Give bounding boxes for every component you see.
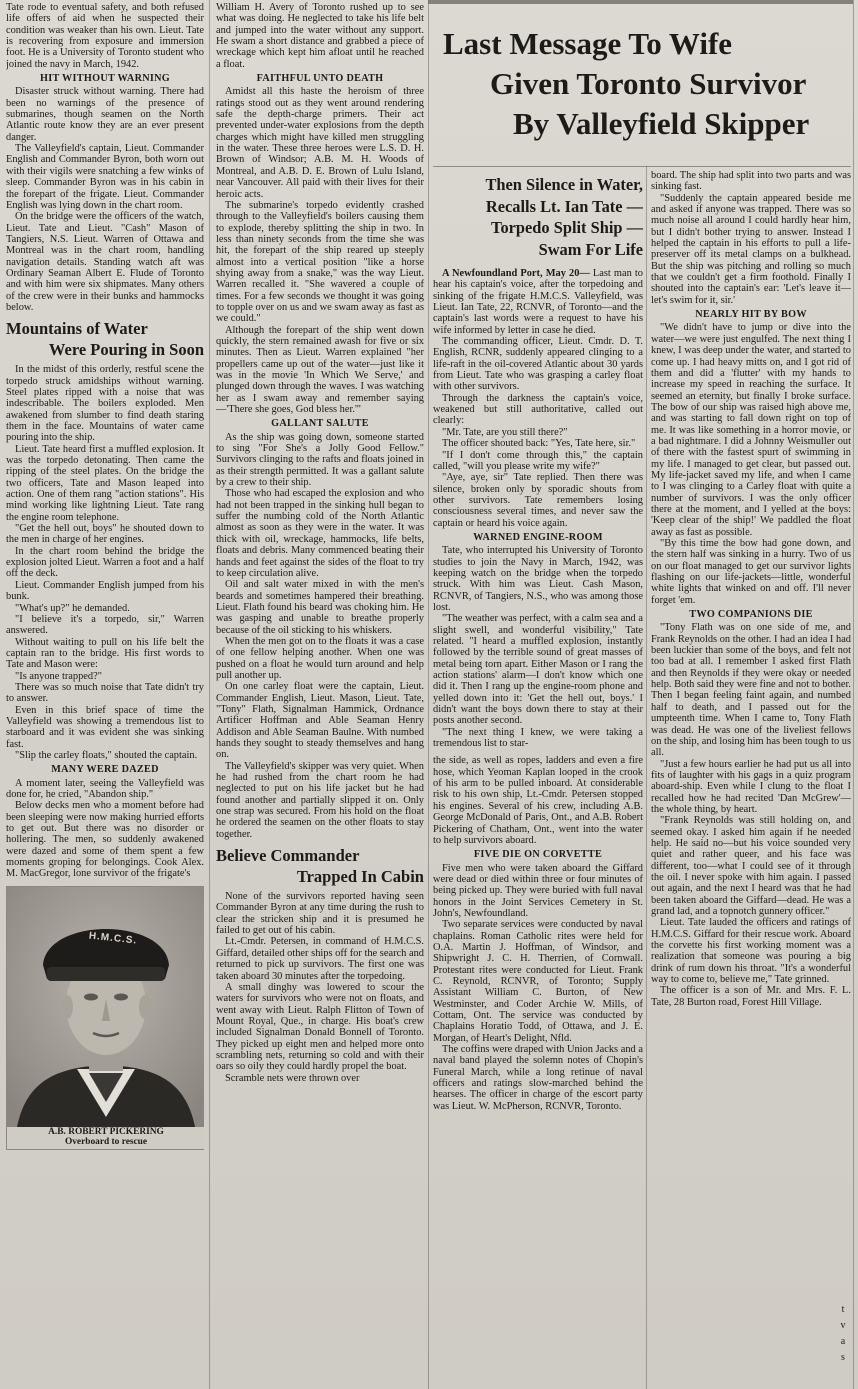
paragraph: Lieut. Tate heard first a muffled explosion. It was the torpedo detonating. Then came the ripping of the steel plates. On the bridge the two officers, Tate and Mason leaped into action. One of them rang "action stations". His mind working like lightning Lieut. Tate rang the engine room telephone. [6,443,204,523]
lead-text: Last man to hear his captain's voice, after the torpedoing and sinking of the frigate H.M.C.S. Valleyfield, was Lieut. Ian Tate, 22, RCNVR, of Toronto—and the captain's last words were a request to have his wife informed by letter in case he died. [433,268,643,336]
headline-line: Given Toronto Survivor [490,66,807,101]
column-1 [6,2,204,1387]
subhead: NEARLY HIT BY BOW [695,309,807,321]
subhead: FAITHFUL UNTO DEATH [256,73,384,85]
edge-letter: v [840,1320,846,1331]
paragraph: board. The ship had split into two parts and was sinking fast. [651,170,851,193]
paragraph: Amidst all this haste the heroism of three ratings stood out as they went around rendering safe the depth-charge primers. Their act prevented under-water explosions from the depth charges which might have killed men struggling in the water. These three heroes were L.S. D. H. Brown of Windsor; A.B. M. H. Woods of Montreal, and A.B. D. E. Brown of Lulu Island, near Vancouver. All paid with their lives for their heroic acts. [216,86,424,200]
paragraph: The officer shouted back: "Yes, Tate here, sir." [442,438,636,450]
paragraph: "If I don't come through this," the captain called, "will you please write my wife?" [433,449,643,472]
paragraph: "By this time the bow had gone down, and the stern half was sinking in a hurry. Two of us on our float managed to get our survivor lights flashing on our life-jackets—little, wonderful white lights that winked on and off. I'll never forget 'em. [651,538,851,606]
paragraph: Tate, who interrupted his University of Toronto studies to join the Navy in March, 1942, was keeping watch on the bridge when the torpedo struck. With him was Lieut. Cash Mason, RCNVR, of Tangiers, N.S., who was among those lost. [433,545,643,613]
paragraph: Through the darkness the captain's voice, weakened but still authoritative, called out clearly: [433,392,643,427]
paragraph: Two separate services were conducted by naval chaplains. Roman Catholic rites were held for O.A. Martin J. Hoffman, of Windsor, and Shipwright J. C. H. Therrien, of Cornwall. Protestant rites were conducted for Lieut. Frank C. Reynold, RCNVR, of Toronto; Supply Assistant William C. Burton, of New Westminster, and Coder Archie W. Mills, of Cottam, Ont. The service was conducted by Chaplains Horatio Todd, of Ottawa, and J. E. Morgan, of Heart's Delight, Nfld. [433,919,643,1044]
column-rule [853,0,854,1389]
edge-letter: t [841,1304,845,1315]
edge-letters [836,1302,850,1366]
paragraph: There was so much noise that Tate didn't try to answer. [6,681,204,705]
paragraph: "Suddenly the captain appeared beside me and asked if anyone was trapped. There was so much noise all around I could hardly hear him, but I didn't bother trying to answer. Instead I helped the captain in his efforts to pull a life-preserver off its metal clamps on a bulkhead. But the ship was pitching and rolling so much that we couldn't get a firm foothold. Finally I shouted into the captain's ear: 'Let's leave it—let's swim for it, sir.' [651,192,851,306]
paragraph: "Get the hell out, boys" he shouted down to the men in charge of her engines. [6,523,204,546]
deck-line: Swam For Life [538,239,643,259]
paragraph: "Frank Reynolds was still holding on, and seemed okay. I asked him again if he needed help. He said no—but his voice sounded very quiet and rather queer, and his face was different, too—what I could see of it through the oil. I never spoke with him again. I passed out again, and the next I heard was that he had been taken aboard the Giffard—dead. He was a grand lad, and a topnotch gunnery officer." [651,815,851,917]
headline-line: Last Message To Wife [443,26,733,61]
paragraph: "Tony Flath was on one side of me, and Frank Reynolds on the other. I had an idea I had been luckier than some of the boys, and felt not too bad at all. I remember I asked first Flath and then Reynolds if they were okay or needed help. Both said they were fine and not to bother. Then I began feeling faint again, and numbed half to death, and I passed out for the umpteenth time. When I came to, Tony Flath was dead. He was one of the liveliest fellows on the ship, and losing him has been tough to us all. [651,622,851,759]
paragraph: "We didn't have to jump or dive into the water—we were just engulfed. The next thing I knew, I was deep under the water, and started to come up. I had heavy mitts on, and I got rid of them and did a 'flutter' with my hands to increase my speed in reaching the surface. It seemed an eternity, but finally I broke surface. The bow of our ship was raised high above me, and was starting to fall down right on top of me. It was like something in a horror movie, or a bad nightmare. I did a Johnny Weismuller out of there with the fastest spurt of swimming in my life. I managed to get clear, but passed out. My life-jacket saved my life, and when I came to I was clinging to a Carley float with quite a number of survivors. I was the only officer there at the moment, and I yelled at the boys: 'Keep clear of the ship!' We paddled the float away as fast as possible. [651,322,851,538]
column-rule [646,166,647,1389]
paragraph: "Mr. Tate, are you still there?" [442,426,568,438]
headline-line: By Valleyfield Skipper [513,106,810,141]
deck-line: Recalls Lt. Ian Tate — [485,196,643,216]
column-2 [216,2,424,1387]
headline-deck [433,174,643,260]
column-4 [651,170,851,1387]
cap-tally-text: H.M.C.S. [88,930,138,947]
column-rule [428,0,429,1389]
subhead: WARNED ENGINE-ROOM [473,531,603,543]
paragraph: Below decks men who a moment before had been sleeping were now making hurried efforts to get out. But there was no disorder or hollering. The men, so suddenly awakened were dazed and some of them spent a few moments groping for belongings. Cook Alex. M. MacGregor, lone survivor of the frigate's [6,800,204,880]
paragraph: "The weather was perfect, with a calm sea and a slight swell, and wonderful visibility," Tate related. "I heard a muffled explosion, instantly followed by the terrible sound of great masses of metal being torn apart. Either Mason or I rang the action stations' alarm—I don't know which one did it. Then I rang up the engine-room phone and yelled down into it: 'Get the hell out, boys.' I didn't want the boys down there to stay at their posts another second. [433,613,643,727]
paragraph: "Aye, aye, sir" Tate replied. Then there was silence, broken only by sporadic shouts from other survivors. Tate remembers losing consciousness several times, and never saw the captain or heard his voice again. [433,472,643,529]
paragraph: Disaster struck without warning. There had been no warnings of the presence of submarines, though seamen on the North Atlantic route know they are an ever present danger. [6,86,204,143]
section-headline [6,318,204,360]
edge-letter: s [841,1352,845,1363]
dateline: A Newfoundland Port, May 20— [442,268,590,279]
paragraph: None of the survivors reported having seen Commander Byron at any time during the rush to clear the stricken ship and it is presumed he failed to get out of his cabin. [216,891,424,937]
top-rule [428,0,853,4]
column-3 [433,170,643,1387]
paragraph: The commanding officer, Lieut. Cmdr. D. T. English, RCNR, suddenly appeared clinging to a life-raft in the oil-covered Atlantic about 30 yards from Lieut. Tate who was grasping a carley float with other survivors. [433,336,643,393]
section-headline-line: Mountains of Water [6,319,148,339]
section-headline-line: Trapped In Cabin [296,867,424,887]
sailor-photo [6,886,204,1150]
paragraph: William H. Avery of Toronto rushed up to see what was doing. He neglected to take his life belt and jumped into the water without any support. He swam a short distance and grabbed a piece of wreckage which kept him afloat until he reached a float. [216,2,424,70]
paragraph: Lt.-Cmdr. Petersen, in command of H.M.C.S. Giffard, detailed other ships off for the search and returned to pick up survivors. The first one was taken aboard 30 minutes after the torpedoing. [216,936,424,982]
edge-letter: a [840,1336,846,1347]
paragraph: The Valleyfield's skipper was very quiet. When he had rushed from the chart room he had neglected to put on his life jacket but he had found another and partially slipped it on. Only one strap was secured. From his hold on the float he ordered the seamen on the other floats to stay together. [216,760,424,840]
paragraph: In the midst of this orderly, restful scene the torpedo struck amidships without warning. Steel plates ripped with a noise that was indescribable. The boilers exploded. Men awakened from slumber to find death staring them in the face. Mountains of water came pouring into the ship. [6,364,204,444]
section-headline [216,845,424,887]
paragraph: "What's up?" he demanded. [15,602,130,614]
paragraph: "Slip the carley floats," shouted the captain. [15,749,198,761]
paragraph [433,268,643,336]
paragraph: The submarine's torpedo evidently crashed through to the Valleyfield's boilers causing them to explode, thereby splitting the ship in two. In less than ninety seconds from the time she was hit, the forepart of the ship reared up steeply almost into a vertical position "like a horse shying away from a snake," was the way Lieut. Warren recalled it. "She wavered a couple of times. For a few seconds we thought it was going to topple over on us and we swam away as fast as we could." [216,199,424,325]
paragraph: A moment later, seeing the Valleyfield was done for, he cried, "Abandon ship." [6,777,204,800]
deck-line: Torpedo Split Ship — [491,218,643,237]
paragraph: As the ship was going down, someone started to sing "For She's a Jolly Good Fellow." Survivors clinging to the rafts and floats joined in as their strength permitted. It was a gallant salute by a crew to their ship. [216,431,424,489]
subhead: GALLANT SALUTE [271,418,369,430]
subhead: FIVE DIE ON CORVETTE [473,849,603,861]
sailor-portrait-image [7,887,204,1127]
caption-subtitle: Overboard to rescue [64,1137,148,1148]
paragraph: Even in this brief space of time the Valleyfield was showing a tremendous list to starboard and it was evident she was sinking fast. [6,704,204,750]
headline-rule [433,166,851,167]
paragraph: The coffins were draped with Union Jacks and a naval band played the solemn notes of Chopin's Funeral March, while a long retinue of naval officers and ratings slow-marched behind the hearses. The officer in charge of the escort party was Lieut. W. McPherson, RCNVR, Toronto. [433,1044,643,1112]
section-headline-line: Were Pouring in Soon [48,340,204,360]
paragraph: A small dinghy was lowered to scour the waters for survivors who were not on floats, and went away with Lieut. Ralph Flitton of Town of Mount Royal, Que., in charge. His boat's crew included Signalman Donald Bonnell of Toronto. They picked up eight men and helped more onto scrambling nets, returning so cold and with their oars so oily they could hardly propel the boat. [216,981,424,1073]
paragraph: "I believe it's a torpedo, sir," Warren answered. [6,613,204,637]
deck-line: Then Silence in Water, [485,175,643,194]
paragraph: When the men got on to the floats it was a case of one fellow helping another. When one was pushed on a float he would turn around and help pull another up. [216,635,424,681]
paragraph: "Just a few hours earlier he had put us all into fits of laughter with his gags in a quiz program aboard-ship. Even while I clung to the float I recalled how he had recited 'Dan McGrew'—the whole thing, by heart. [651,758,851,815]
paragraph: Although the forepart of the ship went down quickly, the stern remained awash for five or six minutes. Then as Lieut. Warren explained "her propellers came up out of the water—just like it was in the movie 'In Which We Serve,' and plunged down through the waves. I was watching her as I swam away and remember saying—'There she goes, God bless her.'" [216,324,424,416]
paragraph: Five men who were taken aboard the Giffard were dead or died within three or four minutes of being picked up. They were buried with full naval honors in the Joint Services Cemetery in St. John's, Newfoundland. [433,862,643,919]
subhead: MANY WERE DAZED [51,764,159,776]
subhead: TWO COMPANIONS DIE [689,609,813,621]
paragraph: On one carley float were the captain, Lieut. Commander English, Lieut. Mason, Lieut. Tate, "Tony" Flath, Signalman Hammick, Ordnance Artificer Hoffman and Able Seaman Henry Addison and Able Seaman Baulne. With numbed hands they sought to steady themselves and hang on. [216,681,424,761]
paragraph: Scramble nets were thrown over [225,1072,360,1084]
paragraph: Tate rode to eventual safety, and both refused life offers of aid when he suspected their condition was weaker than his own. Lieut. Tate is recovering from exposure and immersion foot. He is a University of Toronto student who joined the navy in March, 1942. [6,2,204,70]
paragraph: The officer is a son of Mr. and Mrs. F. L. Tate, 28 Burton road, Forest Hill Village. [651,985,851,1008]
paragraph: Those who had escaped the explosion and who had not been trapped in the sinking hull began to suffer the numbing cold of the North Atlantic almost as soon as they were in the water. It was thick with oil, wreckage, hammocks, life belts, floats and debris. Many commenced beating their hands and feet against the sides of the float to try to keep circulation alive. [216,488,424,579]
paragraph: "Is anyone trapped?" [15,670,102,682]
photo-caption [7,1127,204,1149]
caption-name: A.B. ROBERT PICKERING [48,1126,164,1137]
section-headline-line: Believe Commander [216,846,360,866]
paragraph: On the bridge were the officers of the watch, Lieut. Tate and Lieut. "Cash" Mason of Tangiers, N.S. Lieut. Warren of Ottawa and Montreal was in the chart room, handling navigation details. Standing watch aft was Ordinary Seaman Albert E. Flude of Toronto and with him were six shipmates. Many others of the crew were in their bunks and hammocks below. [6,211,204,313]
paragraph: Lieut. Tate lauded the officers and ratings of H.M.C.S. Giffard for their rescue work. Aboard the corvette his first working moment was a realization that someone was pouring a big drink of rum down his throat. "It's a wonderful way to come to, believe me," Tate grinned. [651,917,851,986]
paragraph: Oil and salt water mixed in with the men's beards and sometimes hampered their breathing. Lieut. Flath found his beard was choking him. He was gasping and unable to breathe properly because of the oil sticking to his whiskers. [216,579,424,636]
subhead: HIT WITHOUT WARNING [39,73,171,85]
paragraph: In the chart room behind the bridge the explosion jolted Lieut. Warren a foot and a half off the deck. [6,545,204,580]
main-headline [433,24,851,164]
column-rule [209,0,210,1389]
paragraph: "The next thing I knew, we were taking a tremendous list to star- [433,726,643,750]
paragraph: The Valleyfield's captain, Lieut. Commander English and Commander Byron, both worn out with their vigils were snatching a few winks of sleep. Commander Byron was in his cabin in the forepart of the frigate. Lieut. Commander English was lying down in the chart room. [6,143,204,211]
paragraph: Lieut. Commander English jumped from his bunk. [6,579,204,603]
paragraph: the side, as well as ropes, ladders and even a fire hose, which Yeoman Kaplan looped in the crook of his arm to be pulled inboard. At considerable risk to his own ship, Lt.-Cmdr. Petersen stopped his engines. Several of his crew, including A.B. George McDonald of Paris, Ont., and A.B. Robert Pickering of Chatham, Ont., went into the water to help survivors aboard. [433,755,643,846]
paragraph: Without waiting to pull on his life belt the captain ran to the bridge. His first words to Tate and Mason were: [6,636,204,671]
